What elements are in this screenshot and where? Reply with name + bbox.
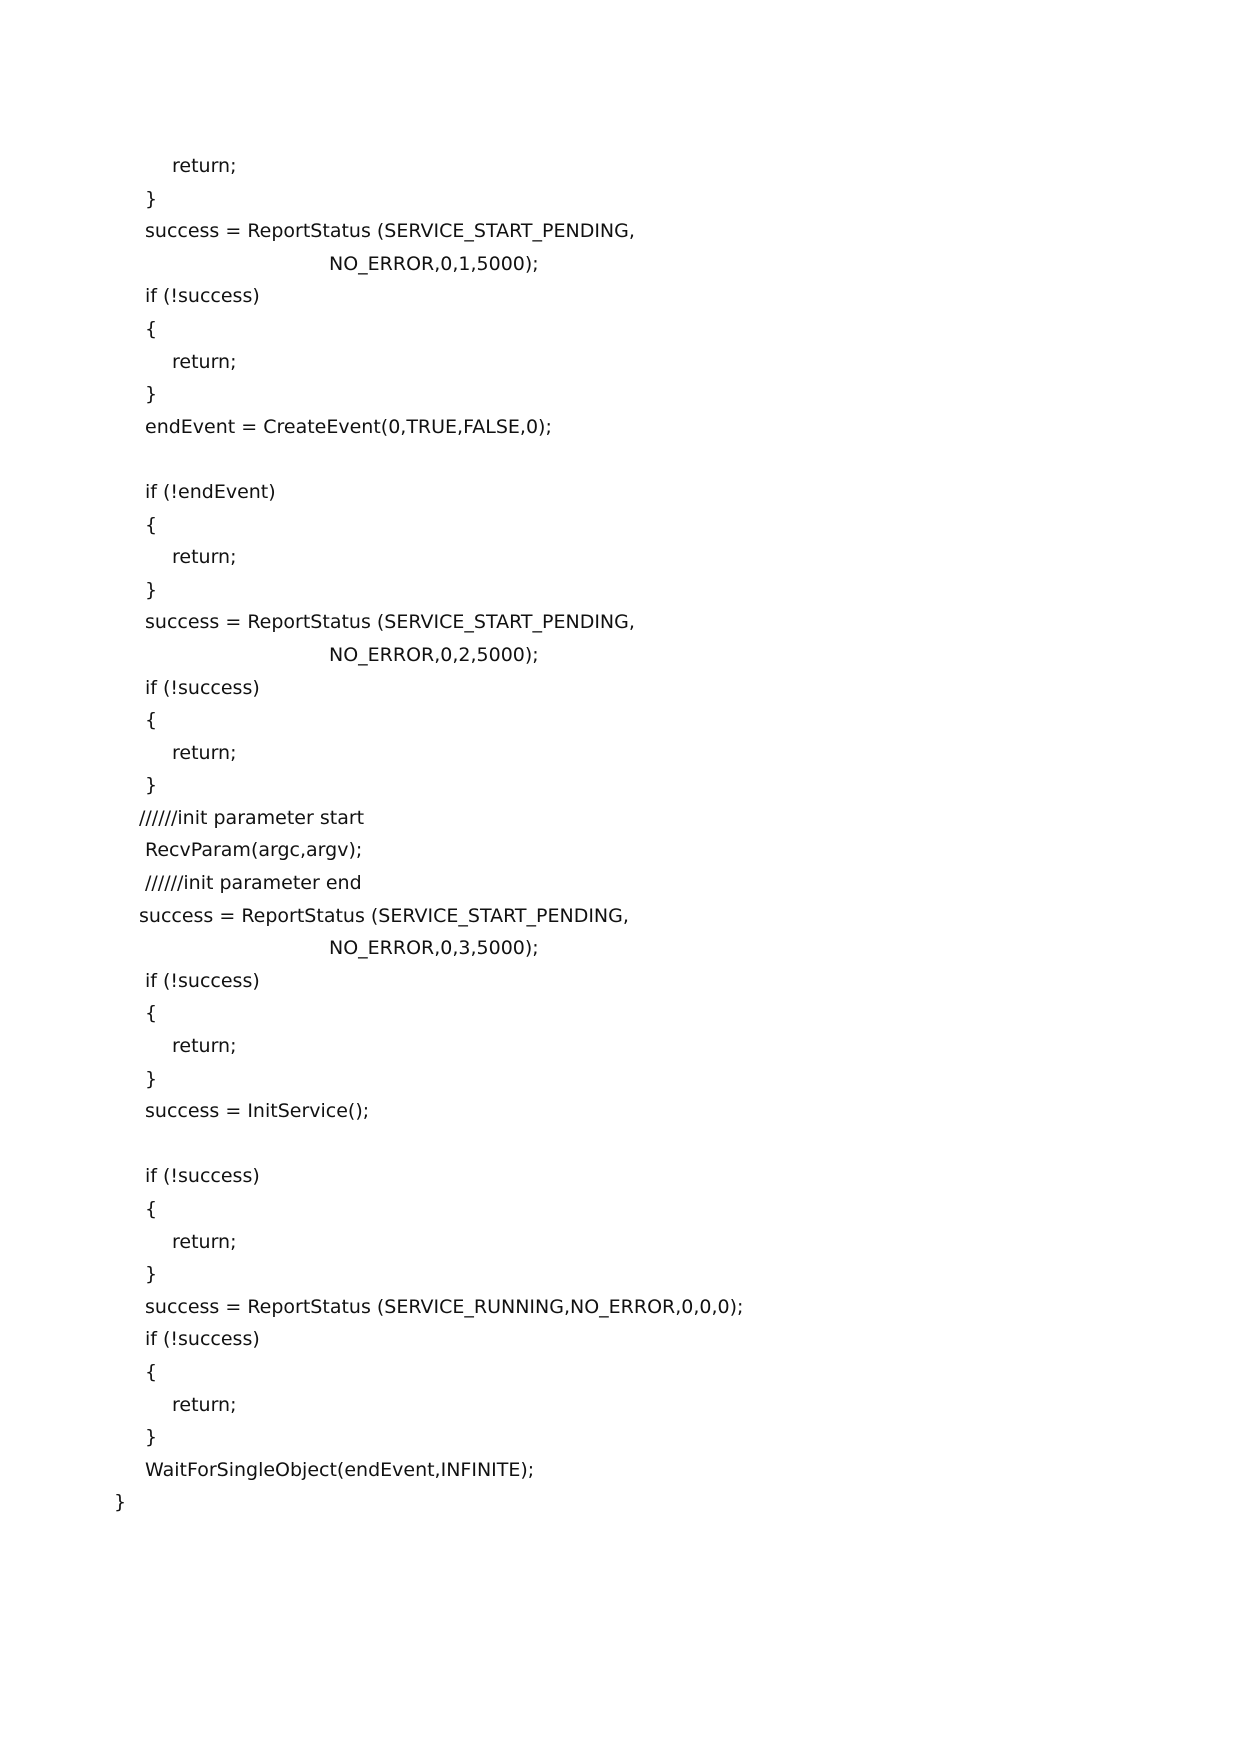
code-line bbox=[0, 1356, 1241, 1389]
code-line bbox=[0, 672, 1241, 705]
code-line bbox=[0, 867, 1241, 900]
code-line bbox=[0, 150, 1241, 183]
code-line bbox=[0, 1095, 1241, 1128]
code-line bbox=[0, 574, 1241, 607]
code-line bbox=[0, 313, 1241, 346]
code-line bbox=[0, 1421, 1241, 1454]
code-line bbox=[0, 802, 1241, 835]
code-line-text: NO_ERROR,0,1,5000); bbox=[329, 252, 539, 275]
code-line bbox=[0, 215, 1241, 248]
code-line-text: } bbox=[145, 578, 158, 601]
code-line bbox=[0, 411, 1241, 444]
code-line-text: if (!success) bbox=[145, 969, 260, 992]
code-line bbox=[0, 1128, 1241, 1161]
code-line-text: return; bbox=[172, 350, 237, 373]
code-line bbox=[0, 1063, 1241, 1096]
code-line-text: //////init parameter end bbox=[145, 872, 362, 895]
code-line-text: return; bbox=[172, 546, 237, 569]
code-line bbox=[0, 606, 1241, 639]
code-line bbox=[0, 932, 1241, 965]
code-line-text: if (!endEvent) bbox=[145, 480, 276, 503]
code-line-text: return; bbox=[172, 1035, 237, 1058]
code-line bbox=[0, 509, 1241, 542]
code-line-text: endEvent = CreateEvent(0,TRUE,FALSE,0); bbox=[145, 415, 552, 438]
code-line bbox=[0, 1389, 1241, 1422]
code-line bbox=[0, 1486, 1241, 1519]
code-line bbox=[0, 280, 1241, 313]
code-line-text: if (!success) bbox=[145, 1165, 260, 1188]
code-line-text: } bbox=[145, 1263, 158, 1286]
code-line bbox=[0, 476, 1241, 509]
code-line-text: } bbox=[145, 383, 158, 406]
code-line bbox=[0, 1258, 1241, 1291]
code-line-text: { bbox=[145, 1360, 158, 1383]
code-line-text: NO_ERROR,0,3,5000); bbox=[329, 937, 539, 960]
code-line-text: NO_ERROR,0,2,5000); bbox=[329, 643, 539, 666]
code-line bbox=[0, 1226, 1241, 1259]
code-line-text: } bbox=[145, 187, 158, 210]
code-line bbox=[0, 834, 1241, 867]
code-line-text: return; bbox=[172, 1393, 237, 1416]
code-line bbox=[0, 183, 1241, 216]
code-line bbox=[0, 1193, 1241, 1226]
code-line bbox=[0, 1160, 1241, 1193]
code-line-text: } bbox=[114, 1491, 127, 1514]
code-line-text: success = ReportStatus (SERVICE_RUNNING,NO_ERROR,0,0,0); bbox=[145, 1295, 744, 1318]
code-line bbox=[0, 965, 1241, 998]
code-line bbox=[0, 1291, 1241, 1324]
code-line bbox=[0, 1323, 1241, 1356]
code-line bbox=[0, 378, 1241, 411]
code-line-text: success = ReportStatus (SERVICE_START_PENDING, bbox=[145, 220, 635, 243]
code-line bbox=[0, 639, 1241, 672]
code-line-text: { bbox=[145, 317, 158, 340]
code-line-text: } bbox=[145, 1067, 158, 1090]
code-line-text: { bbox=[145, 1002, 158, 1025]
code-line-text: { bbox=[145, 513, 158, 536]
code-line-text: { bbox=[145, 1198, 158, 1220]
code-line bbox=[0, 1030, 1241, 1063]
code-line-text: success = InitService(); bbox=[145, 1100, 370, 1123]
code-line bbox=[0, 541, 1241, 574]
code-line bbox=[0, 346, 1241, 379]
code-line-text: return; bbox=[172, 155, 237, 177]
code-line bbox=[0, 900, 1241, 933]
code-line-text: } bbox=[145, 1426, 158, 1449]
code-line-text: success = ReportStatus (SERVICE_START_PENDING, bbox=[139, 904, 629, 927]
code-line-text: return; bbox=[172, 741, 237, 764]
code-line-text: { bbox=[145, 709, 158, 732]
code-line-text: success = ReportStatus (SERVICE_START_PENDING, bbox=[145, 611, 635, 634]
code-line bbox=[0, 443, 1241, 476]
code-line-text: if (!success) bbox=[145, 285, 260, 308]
code-line bbox=[0, 1454, 1241, 1487]
code-line bbox=[0, 769, 1241, 802]
code-line bbox=[0, 997, 1241, 1030]
code-line-text: return; bbox=[172, 1230, 237, 1253]
code-line-text: //////init parameter start bbox=[139, 806, 365, 829]
code-line-text: if (!success) bbox=[145, 1328, 260, 1351]
code-line bbox=[0, 704, 1241, 737]
code-line-text: if (!success) bbox=[145, 676, 260, 699]
code-listing bbox=[0, 150, 1241, 1519]
code-line bbox=[0, 248, 1241, 281]
code-line-text: RecvParam(argc,argv); bbox=[145, 839, 363, 862]
code-line bbox=[0, 737, 1241, 770]
code-line-text: WaitForSingleObject(endEvent,INFINITE); bbox=[145, 1458, 535, 1481]
code-line-text: } bbox=[145, 774, 158, 797]
